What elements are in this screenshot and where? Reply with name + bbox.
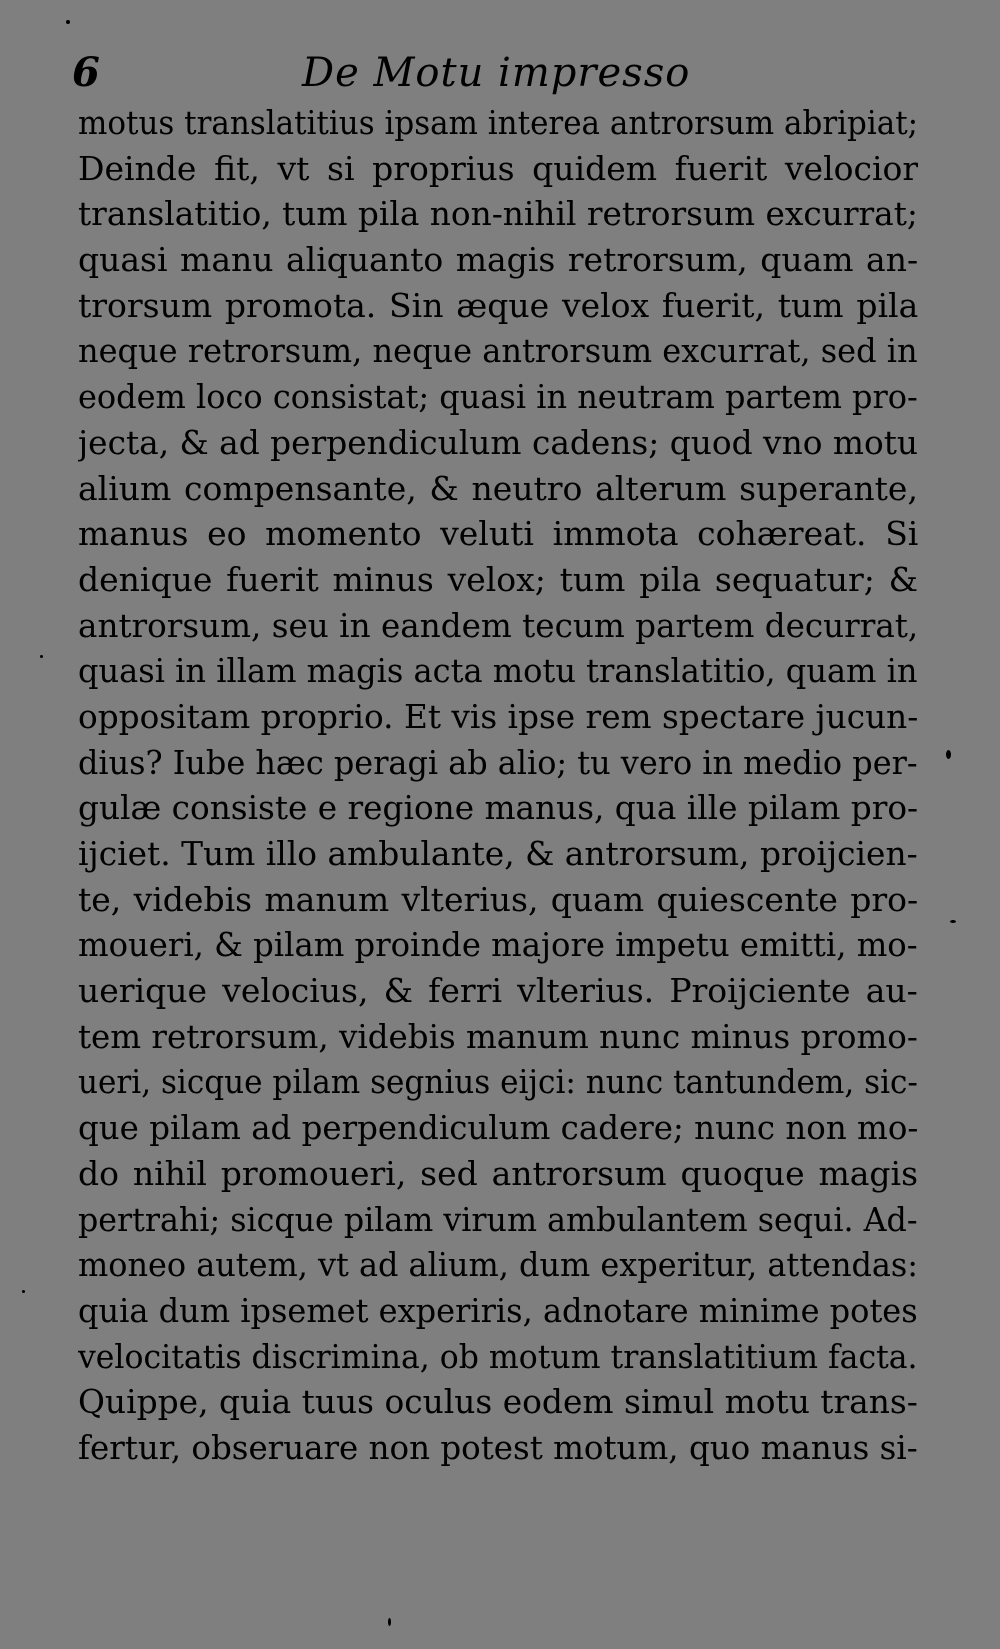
text-line: tem retrorsum, videbis manum nunc minus promo- [78,1016,918,1056]
text-line: trorsum promota. Sin æque velox fuerit, tum pila [78,285,918,325]
text-line: moueri, & pilam proinde majore impetu emitti, mo- [78,925,918,965]
text-line: velocitatis discrimina, ob motum translatitium facta. [78,1336,918,1376]
text-line: antrorsum, seu in eandem tecum partem decurrat, [78,605,918,645]
text-line: do nihil promoueri, sed antrorsum quoque magis [78,1153,918,1193]
text-line: neque retrorsum, neque antrorsum excurrat, sed in [78,331,918,371]
page-header [72,48,932,98]
text-line: denique fuerit minus velox; tum pila sequatur; & [78,559,918,599]
scan-speck [388,1618,391,1626]
text-line: Deinde fit, vt si proprius quidem fuerit velocior [78,148,918,188]
text-line: manus eo momento veluti immota cohæreat. Si [78,514,918,554]
running-head: De Motu impresso [302,50,691,96]
scan-speck [946,750,951,759]
text-line: quasi in illam magis acta motu translatitio, quam in [78,651,918,691]
text-line: oppositam proprio. Et vis ipse rem spectare jucun- [78,696,918,736]
text-line: jecta, & ad perpendiculum cadens; quod vno motu [78,422,918,462]
scan-speck [40,655,43,658]
body-text [78,100,918,1471]
text-line: motus translatitius ipsam interea antrorsum abripiat; [78,103,918,142]
text-line: que pilam ad perpendiculum cadere; nunc non mo- [78,1108,918,1148]
text-line: Quippe, quia tuus oculus eodem simul motu trans- [78,1382,918,1422]
text-line: fertur, obseruare non potest motum, quo manus si- [78,1427,918,1467]
text-line: alium compensante, & neutro alterum superante, [78,468,918,508]
text-line: translatitio, tum pila non-nihil retrorsum excurrat; [78,194,918,234]
scan-speck [66,20,70,24]
text-line: moneo autem, vt ad alium, dum experitur, attendas: [78,1245,918,1285]
text-line: pertrahi; sicque pilam virum ambulantem sequi. Ad- [78,1199,918,1239]
text-line: eodem loco consistat; quasi in neutram partem pro- [78,377,918,417]
text-line: gulæ consiste e regione manus, qua ille pilam pro- [78,788,918,828]
text-line: te, videbis manum vlterius, quam quiescente pro- [78,879,918,919]
scan-speck [22,1290,25,1293]
text-line: uerique velocius, & ferri vlterius. Proijciente au- [78,971,918,1011]
text-line: ueri, sicque pilam segnius eijci: nunc tantundem, sic- [78,1062,918,1102]
text-line: quasi manu aliquanto magis retrorsum, quam an- [78,240,918,280]
text-line: ijciet. Tum illo ambulante, & antrorsum, proijcien- [78,834,918,873]
text-line: dius? Iube hæc peragi ab alio; tu vero in medio per- [78,742,918,782]
text-line: quia dum ipsemet experiris, adnotare minime potes [78,1290,918,1330]
page-number: 6 [72,49,100,96]
scan-speck [950,920,956,923]
